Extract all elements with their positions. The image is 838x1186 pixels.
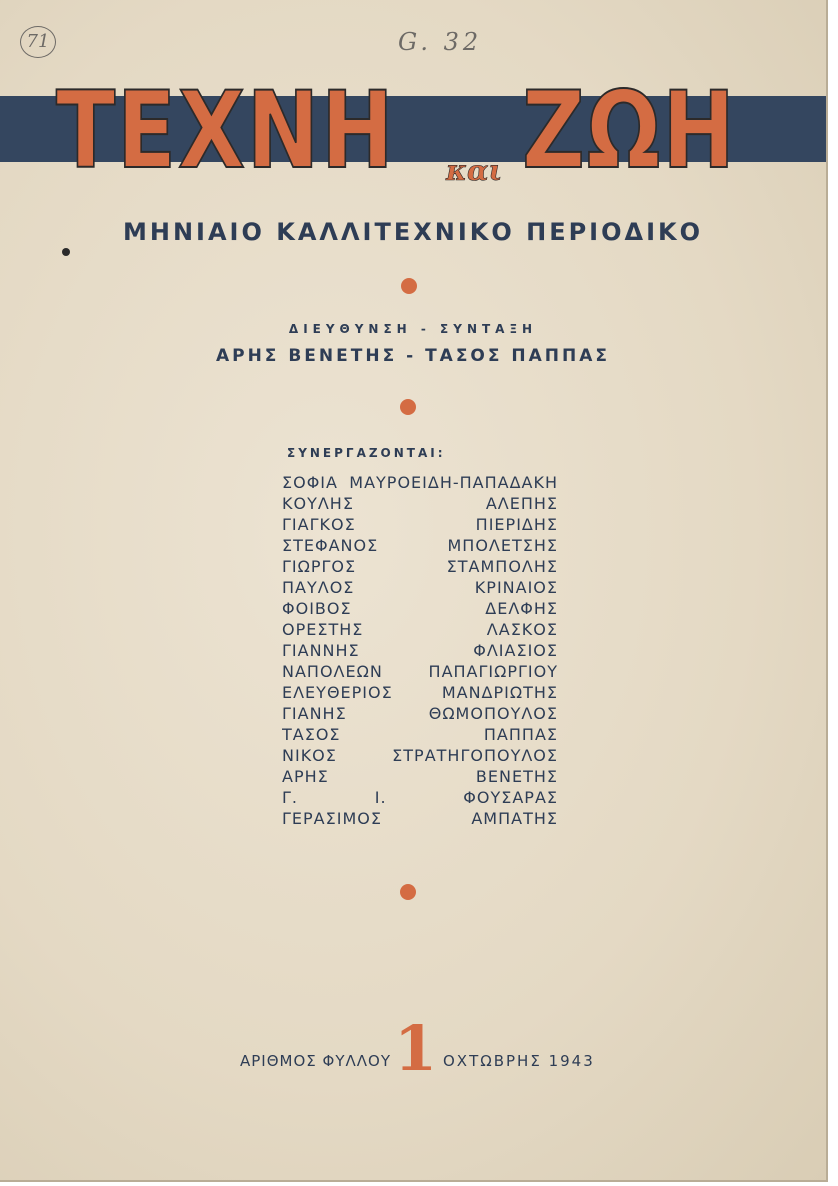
list-item: ΑΡΗΣ ΒΕΝΕΤΗΣ xyxy=(282,767,558,786)
list-item: Γ. Ι. ΦΟΥΣΑΡΑΣ xyxy=(282,788,558,807)
list-item: ΓΙΑΓΚΟΣ ΠΙΕΡΙΔΗΣ xyxy=(282,515,558,534)
issue-number-label: ΑΡΙΘΜΟΣ ΦΥΛΛΟΥ xyxy=(240,1052,391,1070)
divider-dot xyxy=(400,399,416,415)
list-item: ΓΙΑΝΝΗΣ ΦΛΙΑΣΙΟΣ xyxy=(282,641,558,660)
ink-spot xyxy=(62,248,70,256)
list-item: ΦΟΙΒΟΣ ΔΕΛΦΗΣ xyxy=(282,599,558,618)
divider-dot xyxy=(400,884,416,900)
list-item: ΚΟΥΛΗΣ ΑΛΕΠΗΣ xyxy=(282,494,558,513)
handwritten-catalog-mark: G. 32 xyxy=(398,28,483,56)
list-item: ΣΤΕΦΑΝΟΣ ΜΠΟΛΕΤΣΗΣ xyxy=(282,536,558,555)
list-item: ΣΟΦΙΑ ΜΑΥΡΟΕΙΔΗ-ΠΑΠΑΔΑΚΗ xyxy=(282,473,558,492)
collaborators-label: ΣΥΝΕΡΓΑΖΟΝΤΑΙ: xyxy=(287,446,446,460)
list-item: ΓΙΩΡΓΟΣ ΣΤΑΜΠΟΛΗΣ xyxy=(282,557,558,576)
list-item: ΓΕΡΑΣΙΜΟΣ ΑΜΠΑΤΗΣ xyxy=(282,809,558,828)
masthead-title-word-2: ΖΩΗ xyxy=(522,69,737,192)
list-item: ΓΙΑΝΗΣ ΘΩΜΟΠΟΥΛΟΣ xyxy=(282,704,558,723)
list-item: ΝΙΚΟΣ ΣΤΡΑΤΗΓΟΠΟΥΛΟΣ xyxy=(282,746,558,765)
editors-names: ΑΡΗΣ ΒΕΝΕΤΗΣ - ΤΑΣΟΣ ΠΑΠΠΑΣ xyxy=(215,346,611,366)
list-item: ΤΑΣΟΣ ΠΑΠΠΑΣ xyxy=(282,725,558,744)
direction-label: ΔΙΕΥΘΥΝΣΗ - ΣΥΝΤΑΞΗ xyxy=(288,322,538,336)
collaborators-list xyxy=(282,472,558,829)
issue-number: 1 xyxy=(394,1012,438,1085)
divider-dot xyxy=(401,278,417,294)
masthead-title-word-1: ΤΕΧΝΗ xyxy=(56,69,396,192)
list-item: ΠΑΥΛΟΣ ΚΡΙΝΑΙΟΣ xyxy=(282,578,558,597)
masthead xyxy=(0,69,826,202)
list-item: ΟΡΕΣΤΗΣ ΛΑΣΚΟΣ xyxy=(282,620,558,639)
list-item: ΝΑΠΟΛΕΩΝ ΠΑΠΑΓΙΩΡΓΙΟΥ xyxy=(282,662,558,681)
issue-footer xyxy=(0,1012,826,1098)
handwritten-corner-mark: 71 xyxy=(20,26,56,58)
masthead-connector: και xyxy=(446,154,503,187)
issue-date: ΟΧΤΩΒΡΗΣ 1943 xyxy=(443,1052,595,1070)
subtitle: ΜΗΝΙΑΙΟ ΚΑΛΛΙΤΕΧΝΙΚΟ ΠΕΡΙΟΔΙΚΟ xyxy=(122,218,704,246)
list-item: ΕΛΕΥΘΕΡΙΟΣ ΜΑΝΔΡΙΩΤΗΣ xyxy=(282,683,558,702)
